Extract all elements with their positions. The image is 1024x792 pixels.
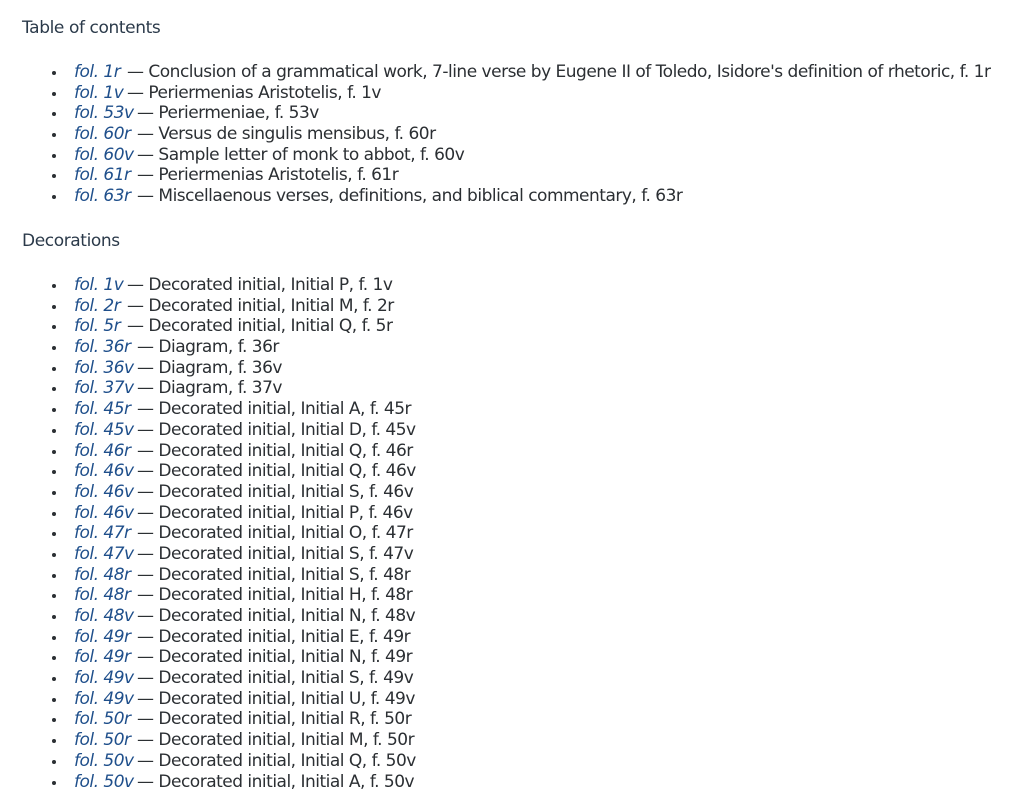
- bullet-icon: [52, 367, 56, 371]
- bullet-icon: [52, 512, 56, 516]
- bullet-icon: [52, 636, 56, 640]
- bullet-icon: [52, 677, 56, 681]
- entry-description: — Decorated initial, Initial E, f. 49r: [137, 627, 410, 648]
- entry-description: — Versus de singulis mensibus, f. 60r: [137, 124, 436, 145]
- bullet-icon: [52, 195, 56, 199]
- folio-link[interactable]: fol. 47v: [74, 544, 134, 565]
- entry-description: — Diagram, f. 37v: [137, 378, 282, 399]
- folio-link[interactable]: fol. 53v: [74, 103, 134, 124]
- folio-link[interactable]: fol. 1r: [74, 62, 120, 83]
- folio-link[interactable]: fol. 37v: [74, 378, 134, 399]
- entry-description: — Decorated initial, Initial U, f. 49v: [137, 689, 415, 710]
- folio-link[interactable]: fol. 2r: [74, 296, 120, 317]
- folio-link[interactable]: fol. 45r: [74, 399, 131, 420]
- bullet-icon: [52, 574, 56, 578]
- toc-heading: Table of contents: [22, 18, 160, 38]
- bullet-icon: [52, 174, 56, 178]
- bullet-icon: [52, 594, 56, 598]
- bullet-icon: [52, 615, 56, 619]
- bullet-icon: [52, 154, 56, 158]
- entry-description: — Decorated initial, Initial S, f. 49v: [137, 668, 413, 689]
- folio-link[interactable]: fol. 61r: [74, 165, 131, 186]
- bullet-icon: [52, 491, 56, 495]
- folio-link[interactable]: fol. 49v: [74, 668, 134, 689]
- folio-link[interactable]: fol. 49v: [74, 689, 134, 710]
- folio-link[interactable]: fol. 46r: [74, 441, 131, 462]
- entry-description: — Periermeniae, f. 53v: [137, 103, 319, 124]
- entry-description: — Decorated initial, Initial M, f. 50r: [137, 730, 414, 751]
- folio-link[interactable]: fol. 50v: [74, 772, 134, 792]
- bullet-icon: [52, 450, 56, 454]
- bullet-icon: [52, 739, 56, 743]
- bullet-icon: [52, 92, 56, 96]
- folio-link[interactable]: fol. 49r: [74, 627, 131, 648]
- entry-description: — Decorated initial, Initial Q, f. 46v: [137, 461, 416, 482]
- entry-description: — Decorated initial, Initial N, f. 48v: [137, 606, 415, 627]
- folio-link[interactable]: fol. 47r: [74, 523, 131, 544]
- bullet-icon: [52, 553, 56, 557]
- entry-description: — Decorated initial, Initial Q, f. 5r: [127, 316, 392, 337]
- entry-description: — Periermenias Aristotelis, f. 61r: [137, 165, 398, 186]
- bullet-icon: [52, 71, 56, 75]
- folio-link[interactable]: fol. 46v: [74, 503, 134, 524]
- folio-link[interactable]: fol. 1v: [74, 275, 123, 296]
- entry-description: — Decorated initial, Initial N, f. 49r: [137, 647, 412, 668]
- folio-link[interactable]: fol. 50r: [74, 730, 131, 751]
- bullet-icon: [52, 346, 56, 350]
- entry-description: — Decorated initial, Initial M, f. 2r: [127, 296, 394, 317]
- entry-description: — Decorated initial, Initial P, f. 1v: [127, 275, 392, 296]
- entry-description: — Decorated initial, Initial D, f. 45v: [137, 420, 416, 441]
- entry-description: — Diagram, f. 36r: [137, 337, 279, 358]
- entry-description: — Decorated initial, Initial P, f. 46v: [137, 503, 413, 524]
- bullet-icon: [52, 325, 56, 329]
- entry-description: — Decorated initial, Initial S, f. 48r: [137, 565, 410, 586]
- folio-link[interactable]: fol. 45v: [74, 420, 134, 441]
- folio-link[interactable]: fol. 60v: [74, 145, 134, 166]
- bullet-icon: [52, 698, 56, 702]
- entry-description: — Conclusion of a grammatical work, 7-line verse by Eugene II of Toledo, Isidore's definition of rhetoric, f. 1r: [127, 62, 990, 83]
- bullet-icon: [52, 760, 56, 764]
- bullet-icon: [52, 429, 56, 433]
- entry-description: — Decorated initial, Initial Q, f. 50v: [137, 751, 416, 772]
- entry-description: — Miscellaenous verses, definitions, and biblical commentary, f. 63r: [137, 186, 682, 207]
- entry-description: — Decorated initial, Initial O, f. 47r: [137, 523, 413, 544]
- folio-link[interactable]: fol. 36v: [74, 358, 134, 379]
- entry-description: — Decorated initial, Initial S, f. 47v: [137, 544, 413, 565]
- entry-description: — Sample letter of monk to abbot, f. 60v: [137, 145, 464, 166]
- entry-description: — Decorated initial, Initial Q, f. 46r: [137, 441, 413, 462]
- bullet-icon: [52, 532, 56, 536]
- folio-link[interactable]: fol. 36r: [74, 337, 131, 358]
- bullet-icon: [52, 305, 56, 309]
- folio-link[interactable]: fol. 49r: [74, 647, 131, 668]
- bullet-icon: [52, 408, 56, 412]
- folio-link[interactable]: fol. 63r: [74, 186, 131, 207]
- entry-description: — Diagram, f. 36v: [137, 358, 282, 379]
- folio-link[interactable]: fol. 46v: [74, 482, 134, 503]
- folio-link[interactable]: fol. 1v: [74, 83, 123, 104]
- bullet-icon: [52, 284, 56, 288]
- folio-link[interactable]: fol. 46v: [74, 461, 134, 482]
- entry-description: — Decorated initial, Initial S, f. 46v: [137, 482, 413, 503]
- entry-description: — Periermenias Aristotelis, f. 1v: [127, 83, 381, 104]
- entry-description: — Decorated initial, Initial A, f. 45r: [137, 399, 411, 420]
- entry-description: — Decorated initial, Initial A, f. 50v: [137, 772, 414, 792]
- folio-link[interactable]: fol. 5r: [74, 316, 120, 337]
- bullet-icon: [52, 718, 56, 722]
- entry-description: — Decorated initial, Initial R, f. 50r: [137, 709, 411, 730]
- folio-link[interactable]: fol. 48r: [74, 565, 131, 586]
- bullet-icon: [52, 112, 56, 116]
- bullet-icon: [52, 133, 56, 137]
- entry-description: — Decorated initial, Initial H, f. 48r: [137, 585, 412, 606]
- bullet-icon: [52, 470, 56, 474]
- folio-link[interactable]: fol. 60r: [74, 124, 131, 145]
- decorations-heading: Decorations: [22, 231, 120, 251]
- folio-link[interactable]: fol. 50v: [74, 751, 134, 772]
- folio-link[interactable]: fol. 50r: [74, 709, 131, 730]
- bullet-icon: [52, 656, 56, 660]
- folio-link[interactable]: fol. 48r: [74, 585, 131, 606]
- bullet-icon: [52, 387, 56, 391]
- folio-link[interactable]: fol. 48v: [74, 606, 134, 627]
